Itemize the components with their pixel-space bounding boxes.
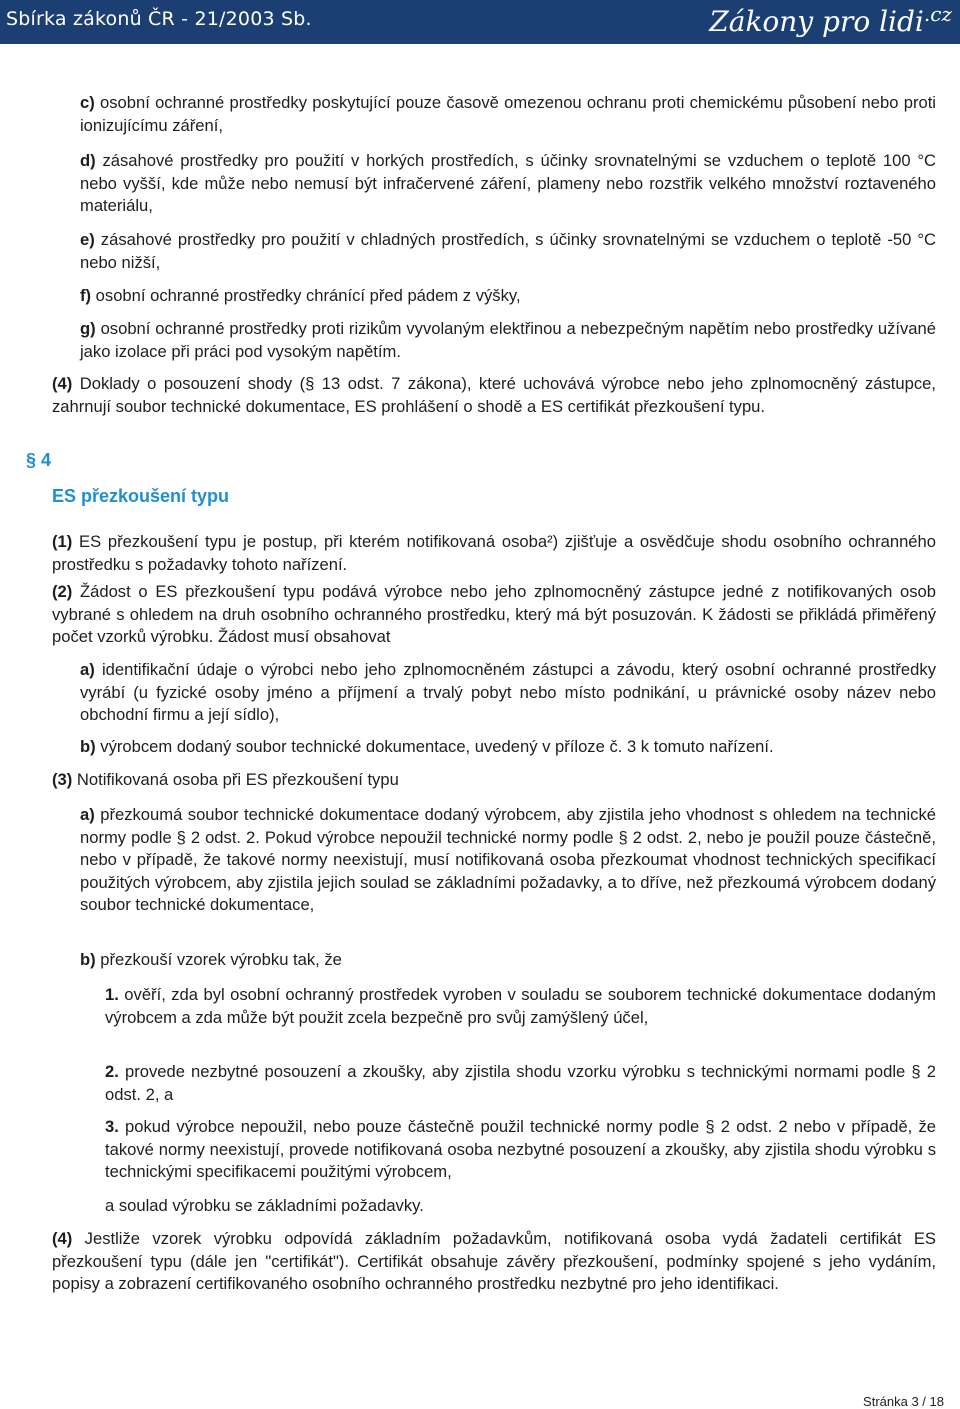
item-text: výrobcem dodaný soubor technické dokumentace, uvedený v příloze č. 3 k tomuto nařízení.	[95, 737, 774, 756]
item-text: identifikační údaje o výrobci nebo jeho zplnomocněném zástupci a závodu, který osobní ochranné prostředky vyrábí (u fyzické osoby jméno a příjmení a trvalý pobyt nebo místo podnikání, u právnické osoby název nebo obchodní firmu a její sídlo),	[80, 660, 936, 724]
item-label: e)	[80, 230, 95, 249]
item-label: (4)	[52, 374, 73, 393]
section-item-b	[80, 736, 936, 759]
item-label: a)	[80, 805, 95, 824]
item-label: c)	[80, 93, 95, 112]
section-paragraph-2	[52, 581, 936, 649]
logo-suffix: .cz	[923, 2, 952, 26]
item-label: 3.	[105, 1117, 119, 1136]
item-label: (4)	[52, 1229, 73, 1248]
item-label: 1.	[105, 985, 119, 1004]
subitem-1	[105, 984, 936, 1029]
section-title: ES přezkoušení typu	[52, 486, 230, 506]
section-paragraph-4	[52, 1228, 936, 1296]
logo-text: Zákony pro lidi	[709, 5, 924, 38]
item-text: a soulad výrobku se základními požadavky.	[105, 1196, 424, 1215]
subitem-3	[105, 1116, 936, 1184]
paragraph-4-documents	[52, 373, 936, 418]
section-paragraph-1	[52, 531, 936, 576]
item-label: g)	[80, 319, 96, 338]
subitem-3-continuation	[105, 1195, 936, 1218]
item-label: b)	[80, 950, 96, 969]
item-text: zásahové prostředky pro použití v horkých prostředích, s účinky srovnatelnými se vzduchem o teplotě 100 °C nebo vyšší, kde může nebo nemusí být infračervené záření, plameny nebo rozstřik velkého množství roztaveného materiálu,	[80, 151, 936, 215]
item-text: osobní ochranné prostředky chránící před pádem z výšky,	[91, 286, 521, 305]
item-e	[80, 229, 936, 274]
document-title: Sbírka zákonů ČR - 21/2003 Sb.	[6, 8, 312, 30]
item-text: Jestliže vzorek výrobku odpovídá základním požadavkům, notifikovaná osoba vydá žadateli certifikát ES přezkoušení typu (dále jen "certifikát"). Certifikát obsahuje závěry přezkoušení, podmínky spojené s jeho vydáním, popisy a zobrazení certifikovaného osobního ochranného prostředku nezbytné pro jeho identifikaci.	[52, 1229, 936, 1293]
item-label: 2.	[105, 1062, 119, 1081]
page-header	[0, 0, 960, 44]
item-c	[80, 92, 936, 137]
item-d	[80, 150, 936, 218]
item-f	[80, 285, 936, 308]
page-number: Stránka 3 / 18	[863, 1394, 944, 1409]
subitem-2	[105, 1061, 936, 1106]
section-marker: § 4	[26, 450, 52, 470]
item-text: osobní ochranné prostředky proti rizikům vyvolaným elektřinou a nebezpečným napětím nebo prostředky užívané jako izolace při práci pod vysokým napětím.	[80, 319, 936, 361]
item-text: provede nezbytné posouzení a zkoušky, aby zjistila shodu vzorku výrobku s technickými normami podle § 2 odst. 2, a	[105, 1062, 936, 1104]
item-text: přezkoumá soubor technické dokumentace dodaný výrobcem, aby zjistila jeho vhodnost s ohledem na technické normy podle § 2 odst. 2. Pokud výrobce nepoužil technické normy podle § 2 odst. 2, nebo je použil pouze částečně, nebo v případě, že takové normy neexistují, musí notifikovaná osoba přezkoumat vhodnost technických specifikací použitých výrobcem, aby zjistila jejich soulad se základními požadavky, a to dříve, než přezkoumá výrobcem dodaný soubor technické dokumentace,	[80, 805, 936, 914]
item-text: Žádost o ES přezkoušení typu podává výrobce nebo jeho zplnomocněný zástupce jedné z notifikovaných osob vybrané s ohledem na druh osobního ochranného prostředku, který má být posuzován. K žádosti se přikládá přiměřený počet vzorků výrobku. Žádost musí obsahovat	[52, 582, 936, 646]
item-text: Notifikovaná osoba při ES přezkoušení typu	[72, 770, 399, 789]
section-3-item-a	[80, 804, 936, 917]
item-label: a)	[80, 660, 95, 679]
site-logo[interactable]	[709, 2, 952, 38]
item-text: ES přezkoušení typu je postup, při kterém notifikovaná osoba²) zjišťuje a osvědčuje shodu osobního ochranného prostředku s požadavky tohoto nařízení.	[52, 532, 936, 574]
item-label: (1)	[52, 532, 73, 551]
item-text: Doklady o posouzení shody (§ 13 odst. 7 zákona), které uchovává výrobce nebo jeho zplnomocněný zástupce, zahrnují soubor technické dokumentace, ES prohlášení o shodě a ES certifikát přezkoušení typu.	[52, 374, 936, 416]
item-label: d)	[80, 151, 96, 170]
item-text: ověří, zda byl osobní ochranný prostředek vyroben v souladu se souborem technické dokumentace dodaným výrobcem a zda může být použit zcela bezpečně pro svůj zamýšlený účel,	[105, 985, 936, 1027]
item-label: (2)	[52, 582, 73, 601]
item-g	[80, 318, 936, 363]
item-text: přezkouší vzorek výrobku tak, že	[95, 950, 342, 969]
section-3-item-b	[80, 949, 936, 972]
item-text: osobní ochranné prostředky poskytující pouze časově omezenou ochranu proti chemickému působení nebo proti ionizujícímu záření,	[80, 93, 936, 135]
item-label: f)	[80, 286, 92, 305]
item-text: pokud výrobce nepoužil, nebo pouze částečně použil technické normy podle § 2 odst. 2 nebo v případě, že takové normy neexistují, provede notifikovaná osoba nezbytné posouzení a zkoušky, aby zjistila shodu výrobku s technickými specifikacemi použitými výrobcem,	[105, 1117, 936, 1181]
section-paragraph-3	[52, 769, 936, 792]
item-text: zásahové prostředky pro použití v chladných prostředích, s účinky srovnatelnými se vzduchem o teplotě -50 °C nebo nižší,	[80, 230, 936, 272]
section-item-a	[80, 659, 936, 727]
item-label: b)	[80, 737, 96, 756]
item-label: (3)	[52, 770, 73, 789]
